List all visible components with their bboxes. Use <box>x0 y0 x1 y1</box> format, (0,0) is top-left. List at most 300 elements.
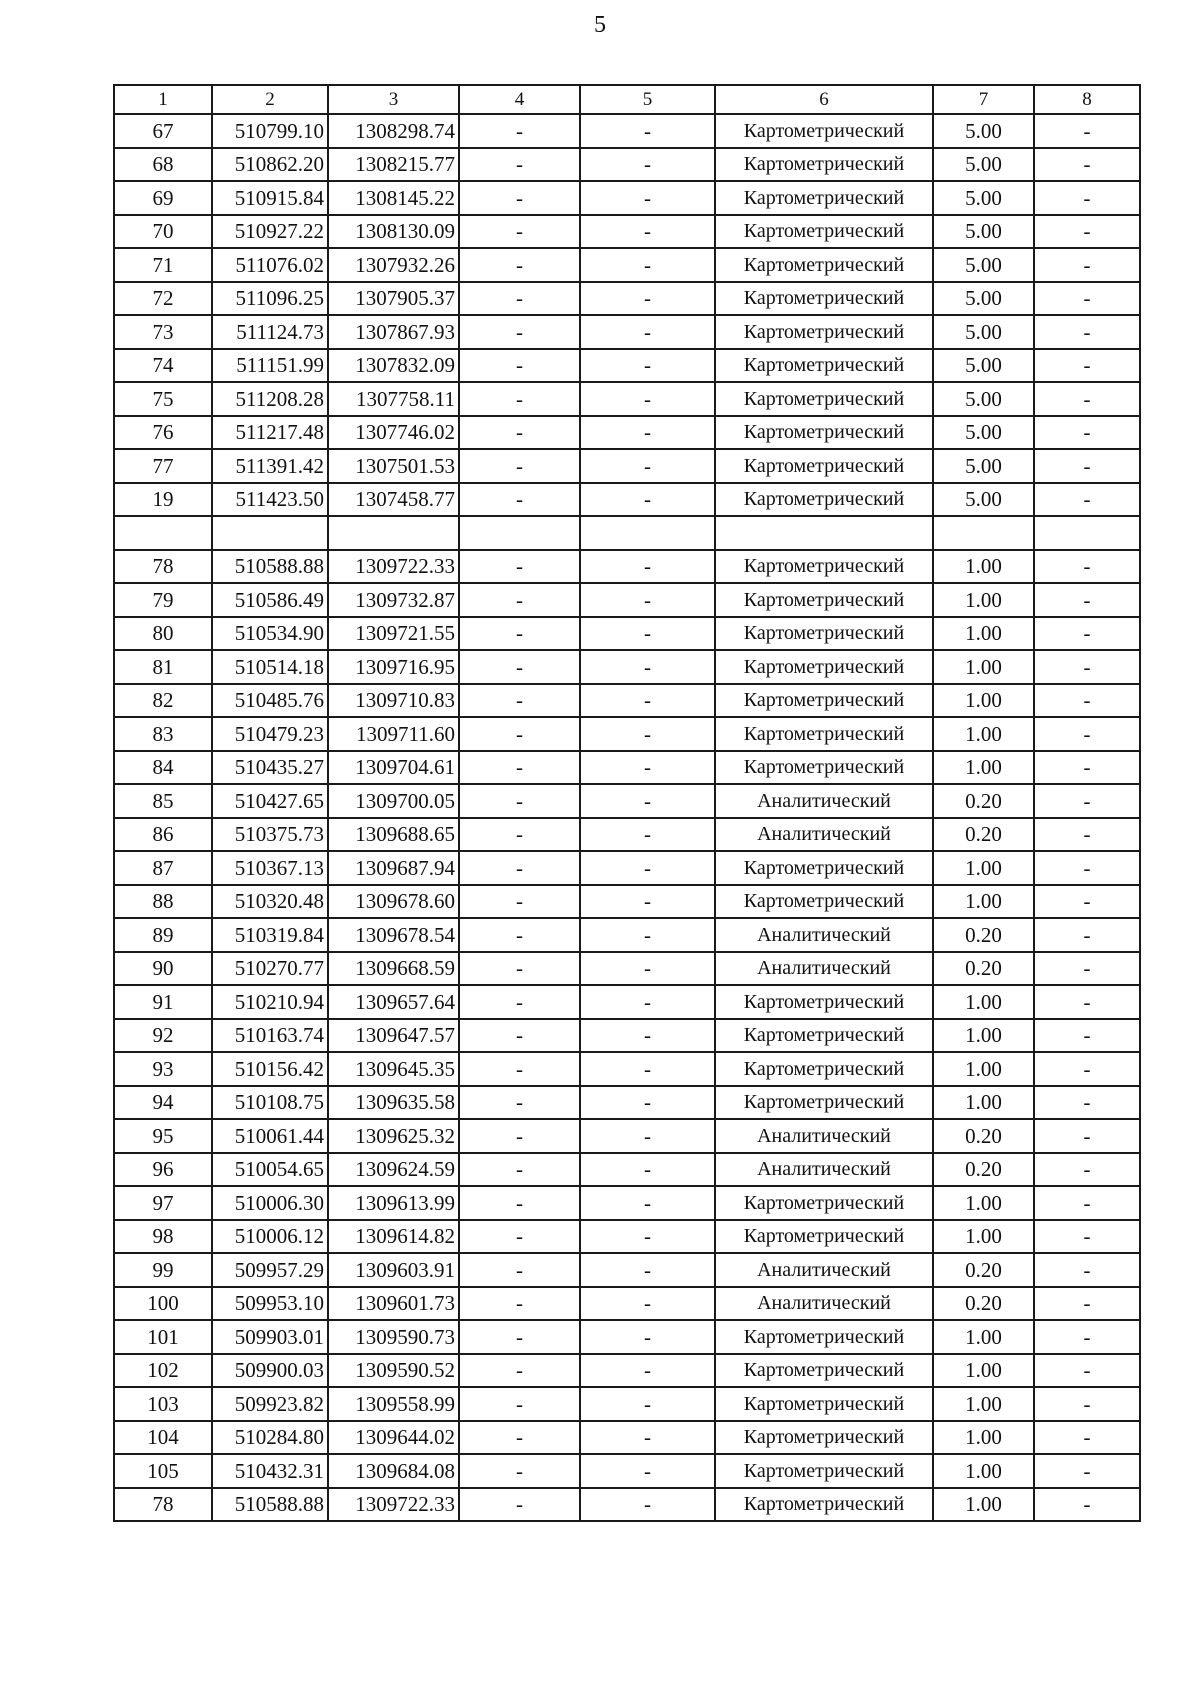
table-row <box>114 550 1140 584</box>
cell-method: Картометрический <box>715 1019 933 1053</box>
cell-accuracy: 1.00 <box>933 1421 1034 1455</box>
cell-method: Картометрический <box>715 851 933 885</box>
cell-x-coordinate: 509923.82 <box>212 1387 328 1421</box>
table-row <box>114 382 1140 416</box>
cell-y-coordinate: 1309590.73 <box>328 1320 459 1354</box>
cell-y-coordinate: 1307905.37 <box>328 282 459 316</box>
cell-method: Картометрический <box>715 382 933 416</box>
cell-col-5: - <box>580 1387 715 1421</box>
cell-y-coordinate: 1309678.60 <box>328 885 459 919</box>
cell-col-4: - <box>459 248 580 282</box>
cell-method: Картометрический <box>715 684 933 718</box>
cell-method: Картометрический <box>715 148 933 182</box>
cell-col-5: - <box>580 684 715 718</box>
cell-col-4: - <box>459 617 580 651</box>
table-row <box>114 952 1140 986</box>
cell-accuracy: 5.00 <box>933 382 1034 416</box>
cell-point-number: 80 <box>114 617 212 651</box>
cell-col-4: - <box>459 449 580 483</box>
cell-x-coordinate: 510534.90 <box>212 617 328 651</box>
cell-col-5: - <box>580 717 715 751</box>
cell-y-coordinate: 1309613.99 <box>328 1186 459 1220</box>
cell-col-8: - <box>1034 282 1140 316</box>
cell-x-coordinate: 510319.84 <box>212 918 328 952</box>
cell-col-8: - <box>1034 1354 1140 1388</box>
cell-accuracy: 1.00 <box>933 684 1034 718</box>
table-row <box>114 1387 1140 1421</box>
cell-col-4: - <box>459 1354 580 1388</box>
cell-method: Картометрический <box>715 1086 933 1120</box>
table-row <box>114 784 1140 818</box>
table-row <box>114 1488 1140 1522</box>
table-row <box>114 717 1140 751</box>
table-row <box>114 1454 1140 1488</box>
cell-point-number: 100 <box>114 1287 212 1321</box>
cell-col-5: - <box>580 315 715 349</box>
cell-col-8: - <box>1034 952 1140 986</box>
cell-point-number: 75 <box>114 382 212 416</box>
cell-method: Аналитический <box>715 1287 933 1321</box>
cell-col-5: - <box>580 382 715 416</box>
cell-point-number: 103 <box>114 1387 212 1421</box>
cell-col-5: - <box>580 248 715 282</box>
cell-col-4: - <box>459 382 580 416</box>
cell-x-coordinate: 510006.12 <box>212 1220 328 1254</box>
cell-y-coordinate: 1309668.59 <box>328 952 459 986</box>
cell-col-8: - <box>1034 550 1140 584</box>
cell-accuracy: 0.20 <box>933 1153 1034 1187</box>
cell-col-8: - <box>1034 114 1140 148</box>
cell-x-coordinate: 510210.94 <box>212 985 328 1019</box>
cell-point-number: 96 <box>114 1153 212 1187</box>
cell-method: Картометрический <box>715 985 933 1019</box>
cell-y-coordinate: 1308145.22 <box>328 181 459 215</box>
table-row <box>114 248 1140 282</box>
cell-col-5: - <box>580 114 715 148</box>
cell-x-coordinate: 510375.73 <box>212 818 328 852</box>
cell-method: Аналитический <box>715 1253 933 1287</box>
cell-col-5: - <box>580 1488 715 1522</box>
cell-accuracy: 1.00 <box>933 1086 1034 1120</box>
cell-col-5: - <box>580 1086 715 1120</box>
cell-method: Картометрический <box>715 650 933 684</box>
table-row <box>114 315 1140 349</box>
cell-col-5: - <box>580 349 715 383</box>
cell-x-coordinate: 510432.31 <box>212 1454 328 1488</box>
cell-x-coordinate: 511391.42 <box>212 449 328 483</box>
cell-point-number: 91 <box>114 985 212 1019</box>
cell-col-4: - <box>459 215 580 249</box>
cell-method <box>715 516 933 550</box>
cell-col-4: - <box>459 1153 580 1187</box>
cell-col-8: - <box>1034 918 1140 952</box>
cell-col-8: - <box>1034 885 1140 919</box>
cell-y-coordinate: 1309635.58 <box>328 1086 459 1120</box>
cell-accuracy: 0.20 <box>933 1253 1034 1287</box>
cell-col-8: - <box>1034 1488 1140 1522</box>
cell-y-coordinate: 1307746.02 <box>328 416 459 450</box>
table-row <box>114 1186 1140 1220</box>
header-cell-2: 2 <box>212 85 328 114</box>
cell-accuracy: 5.00 <box>933 215 1034 249</box>
cell-accuracy: 1.00 <box>933 1387 1034 1421</box>
cell-col-5: - <box>580 1052 715 1086</box>
cell-col-4: - <box>459 1119 580 1153</box>
cell-method: Картометрический <box>715 416 933 450</box>
cell-point-number: 74 <box>114 349 212 383</box>
table-row <box>114 1052 1140 1086</box>
cell-col-4: - <box>459 784 580 818</box>
table-row <box>114 1421 1140 1455</box>
cell-x-coordinate: 511076.02 <box>212 248 328 282</box>
cell-x-coordinate: 510270.77 <box>212 952 328 986</box>
cell-col-4 <box>459 516 580 550</box>
cell-col-4: - <box>459 684 580 718</box>
table-row <box>114 1287 1140 1321</box>
cell-col-4: - <box>459 885 580 919</box>
cell-col-5: - <box>580 215 715 249</box>
cell-y-coordinate: 1307932.26 <box>328 248 459 282</box>
cell-method: Картометрический <box>715 550 933 584</box>
cell-x-coordinate: 510108.75 <box>212 1086 328 1120</box>
cell-col-8: - <box>1034 650 1140 684</box>
cell-method: Аналитический <box>715 918 933 952</box>
cell-y-coordinate: 1309710.83 <box>328 684 459 718</box>
cell-x-coordinate: 510156.42 <box>212 1052 328 1086</box>
cell-y-coordinate: 1309601.73 <box>328 1287 459 1321</box>
cell-col-5: - <box>580 1186 715 1220</box>
cell-y-coordinate: 1307832.09 <box>328 349 459 383</box>
cell-col-4: - <box>459 416 580 450</box>
cell-col-4: - <box>459 952 580 986</box>
header-cell-6: 6 <box>715 85 933 114</box>
cell-method: Аналитический <box>715 952 933 986</box>
cell-method: Картометрический <box>715 1387 933 1421</box>
cell-point-number: 88 <box>114 885 212 919</box>
cell-point-number: 68 <box>114 148 212 182</box>
cell-accuracy: 5.00 <box>933 148 1034 182</box>
cell-accuracy: 5.00 <box>933 349 1034 383</box>
cell-col-8: - <box>1034 1119 1140 1153</box>
cell-col-5: - <box>580 550 715 584</box>
cell-point-number: 69 <box>114 181 212 215</box>
cell-y-coordinate: 1309657.64 <box>328 985 459 1019</box>
cell-col-8: - <box>1034 751 1140 785</box>
cell-accuracy: 1.00 <box>933 1320 1034 1354</box>
cell-col-8: - <box>1034 1287 1140 1321</box>
cell-col-4: - <box>459 114 580 148</box>
cell-y-coordinate: 1309644.02 <box>328 1421 459 1455</box>
cell-col-5: - <box>580 1421 715 1455</box>
cell-col-4: - <box>459 1387 580 1421</box>
cell-x-coordinate: 510862.20 <box>212 148 328 182</box>
cell-y-coordinate: 1309645.35 <box>328 1052 459 1086</box>
cell-col-8: - <box>1034 1186 1140 1220</box>
cell-col-4: - <box>459 282 580 316</box>
cell-method: Картометрический <box>715 483 933 517</box>
cell-method: Картометрический <box>715 349 933 383</box>
cell-col-8: - <box>1034 1454 1140 1488</box>
cell-accuracy: 1.00 <box>933 650 1034 684</box>
cell-col-8: - <box>1034 1421 1140 1455</box>
cell-col-8: - <box>1034 181 1140 215</box>
cell-method: Картометрический <box>715 114 933 148</box>
cell-col-5: - <box>580 851 715 885</box>
cell-col-5: - <box>580 583 715 617</box>
cell-point-number: 85 <box>114 784 212 818</box>
cell-accuracy: 5.00 <box>933 483 1034 517</box>
cell-col-5: - <box>580 1253 715 1287</box>
cell-method: Аналитический <box>715 784 933 818</box>
table-row <box>114 1119 1140 1153</box>
cell-col-5: - <box>580 1220 715 1254</box>
cell-col-8: - <box>1034 1153 1140 1187</box>
cell-col-4: - <box>459 1220 580 1254</box>
cell-method: Картометрический <box>715 1220 933 1254</box>
cell-y-coordinate: 1309700.05 <box>328 784 459 818</box>
cell-col-8: - <box>1034 617 1140 651</box>
cell-accuracy: 0.20 <box>933 952 1034 986</box>
cell-point-number: 95 <box>114 1119 212 1153</box>
cell-x-coordinate: 510588.88 <box>212 1488 328 1522</box>
cell-point-number: 19 <box>114 483 212 517</box>
table-row <box>114 650 1140 684</box>
cell-col-4: - <box>459 583 580 617</box>
cell-point-number: 77 <box>114 449 212 483</box>
cell-col-4: - <box>459 148 580 182</box>
cell-method: Картометрический <box>715 1052 933 1086</box>
table-row <box>114 1253 1140 1287</box>
cell-col-8: - <box>1034 315 1140 349</box>
cell-method: Картометрический <box>715 315 933 349</box>
cell-col-5: - <box>580 282 715 316</box>
cell-y-coordinate: 1309721.55 <box>328 617 459 651</box>
cell-col-4: - <box>459 717 580 751</box>
cell-y-coordinate: 1309558.99 <box>328 1387 459 1421</box>
cell-point-number: 67 <box>114 114 212 148</box>
cell-accuracy: 0.20 <box>933 818 1034 852</box>
cell-point-number: 105 <box>114 1454 212 1488</box>
cell-col-5: - <box>580 181 715 215</box>
cell-point-number: 78 <box>114 550 212 584</box>
table-row <box>114 282 1140 316</box>
cell-col-4: - <box>459 1019 580 1053</box>
table-row <box>114 215 1140 249</box>
cell-accuracy: 0.20 <box>933 784 1034 818</box>
cell-accuracy: 5.00 <box>933 416 1034 450</box>
table-row <box>114 516 1140 550</box>
cell-point-number: 82 <box>114 684 212 718</box>
cell-x-coordinate: 511423.50 <box>212 483 328 517</box>
cell-method: Картометрический <box>715 215 933 249</box>
cell-y-coordinate: 1309722.33 <box>328 1488 459 1522</box>
cell-col-4: - <box>459 1086 580 1120</box>
cell-y-coordinate: 1309716.95 <box>328 650 459 684</box>
cell-col-8: - <box>1034 851 1140 885</box>
cell-method: Аналитический <box>715 818 933 852</box>
table-row <box>114 1086 1140 1120</box>
table-row <box>114 483 1140 517</box>
cell-y-coordinate: 1309647.57 <box>328 1019 459 1053</box>
cell-method: Аналитический <box>715 1119 933 1153</box>
cell-col-5: - <box>580 784 715 818</box>
cell-point-number: 71 <box>114 248 212 282</box>
cell-method: Картометрический <box>715 181 933 215</box>
cell-point-number: 92 <box>114 1019 212 1053</box>
cell-point-number: 73 <box>114 315 212 349</box>
cell-col-8: - <box>1034 1052 1140 1086</box>
cell-accuracy: 1.00 <box>933 1220 1034 1254</box>
cell-point-number: 83 <box>114 717 212 751</box>
cell-col-5: - <box>580 1153 715 1187</box>
cell-accuracy: 1.00 <box>933 1186 1034 1220</box>
cell-col-5: - <box>580 1454 715 1488</box>
cell-col-8: - <box>1034 583 1140 617</box>
cell-col-5: - <box>580 1320 715 1354</box>
cell-col-4: - <box>459 181 580 215</box>
cell-method: Картометрический <box>715 248 933 282</box>
cell-point-number: 81 <box>114 650 212 684</box>
table-row <box>114 349 1140 383</box>
cell-accuracy: 1.00 <box>933 583 1034 617</box>
cell-x-coordinate: 510320.48 <box>212 885 328 919</box>
cell-col-4: - <box>459 315 580 349</box>
cell-col-8: - <box>1034 148 1140 182</box>
cell-x-coordinate: 509903.01 <box>212 1320 328 1354</box>
cell-y-coordinate: 1307867.93 <box>328 315 459 349</box>
cell-point-number: 94 <box>114 1086 212 1120</box>
cell-y-coordinate: 1307758.11 <box>328 382 459 416</box>
cell-x-coordinate: 510054.65 <box>212 1153 328 1187</box>
cell-point-number: 70 <box>114 215 212 249</box>
cell-col-5: - <box>580 1119 715 1153</box>
cell-col-5: - <box>580 650 715 684</box>
cell-method: Картометрический <box>715 885 933 919</box>
cell-col-8: - <box>1034 784 1140 818</box>
cell-point-number: 102 <box>114 1354 212 1388</box>
cell-method: Картометрический <box>715 1421 933 1455</box>
header-cell-7: 7 <box>933 85 1034 114</box>
header-cell-8: 8 <box>1034 85 1140 114</box>
table-row <box>114 1153 1140 1187</box>
cell-accuracy: 0.20 <box>933 1287 1034 1321</box>
cell-y-coordinate: 1308130.09 <box>328 215 459 249</box>
cell-col-5: - <box>580 952 715 986</box>
cell-method: Аналитический <box>715 1153 933 1187</box>
cell-col-5: - <box>580 148 715 182</box>
cell-accuracy: 1.00 <box>933 717 1034 751</box>
cell-col-8: - <box>1034 215 1140 249</box>
cell-x-coordinate: 510514.18 <box>212 650 328 684</box>
table-body <box>114 85 1140 1521</box>
table-row <box>114 416 1140 450</box>
cell-method: Картометрический <box>715 1186 933 1220</box>
cell-col-5: - <box>580 918 715 952</box>
cell-accuracy: 1.00 <box>933 751 1034 785</box>
cell-method: Картометрический <box>715 751 933 785</box>
cell-accuracy: 1.00 <box>933 851 1034 885</box>
table-row <box>114 751 1140 785</box>
cell-col-8: - <box>1034 717 1140 751</box>
cell-y-coordinate: 1309590.52 <box>328 1354 459 1388</box>
cell-accuracy: 0.20 <box>933 918 1034 952</box>
cell-accuracy: 1.00 <box>933 885 1034 919</box>
cell-x-coordinate: 510061.44 <box>212 1119 328 1153</box>
cell-col-5: - <box>580 1354 715 1388</box>
cell-x-coordinate: 510367.13 <box>212 851 328 885</box>
cell-method: Картометрический <box>715 1354 933 1388</box>
cell-x-coordinate: 511208.28 <box>212 382 328 416</box>
cell-col-8: - <box>1034 449 1140 483</box>
cell-y-coordinate: 1309688.65 <box>328 818 459 852</box>
table-row <box>114 114 1140 148</box>
cell-col-8: - <box>1034 416 1140 450</box>
cell-col-5: - <box>580 818 715 852</box>
table-row <box>114 818 1140 852</box>
cell-col-4: - <box>459 918 580 952</box>
cell-y-coordinate: 1309603.91 <box>328 1253 459 1287</box>
cell-method: Картометрический <box>715 617 933 651</box>
cell-method: Картометрический <box>715 717 933 751</box>
cell-col-8: - <box>1034 818 1140 852</box>
cell-x-coordinate <box>212 516 328 550</box>
cell-col-5: - <box>580 416 715 450</box>
cell-col-4: - <box>459 751 580 785</box>
cell-col-8: - <box>1034 349 1140 383</box>
cell-method: Картометрический <box>715 1454 933 1488</box>
cell-y-coordinate: 1309678.54 <box>328 918 459 952</box>
cell-y-coordinate: 1309684.08 <box>328 1454 459 1488</box>
table-row <box>114 851 1140 885</box>
cell-x-coordinate: 511217.48 <box>212 416 328 450</box>
cell-x-coordinate: 509953.10 <box>212 1287 328 1321</box>
cell-x-coordinate: 510427.65 <box>212 784 328 818</box>
cell-col-8: - <box>1034 483 1140 517</box>
cell-col-4: - <box>459 851 580 885</box>
cell-x-coordinate: 511096.25 <box>212 282 328 316</box>
cell-x-coordinate: 510435.27 <box>212 751 328 785</box>
cell-col-4: - <box>459 1454 580 1488</box>
cell-x-coordinate: 510479.23 <box>212 717 328 751</box>
table-header-row <box>114 85 1140 114</box>
cell-col-4: - <box>459 1052 580 1086</box>
cell-accuracy: 1.00 <box>933 617 1034 651</box>
cell-accuracy: 5.00 <box>933 315 1034 349</box>
cell-col-4: - <box>459 818 580 852</box>
cell-point-number: 97 <box>114 1186 212 1220</box>
table-row <box>114 918 1140 952</box>
cell-x-coordinate: 510006.30 <box>212 1186 328 1220</box>
cell-point-number: 89 <box>114 918 212 952</box>
cell-accuracy: 5.00 <box>933 282 1034 316</box>
cell-accuracy: 5.00 <box>933 449 1034 483</box>
header-cell-5: 5 <box>580 85 715 114</box>
cell-col-4: - <box>459 483 580 517</box>
cell-point-number: 99 <box>114 1253 212 1287</box>
cell-point-number: 87 <box>114 851 212 885</box>
cell-col-4: - <box>459 349 580 383</box>
cell-col-8: - <box>1034 684 1140 718</box>
table-row <box>114 148 1140 182</box>
cell-col-5: - <box>580 985 715 1019</box>
cell-x-coordinate: 511124.73 <box>212 315 328 349</box>
cell-accuracy: 5.00 <box>933 248 1034 282</box>
cell-point-number: 78 <box>114 1488 212 1522</box>
cell-col-8: - <box>1034 248 1140 282</box>
cell-y-coordinate: 1307501.53 <box>328 449 459 483</box>
cell-method: Картометрический <box>715 583 933 617</box>
header-cell-3: 3 <box>328 85 459 114</box>
